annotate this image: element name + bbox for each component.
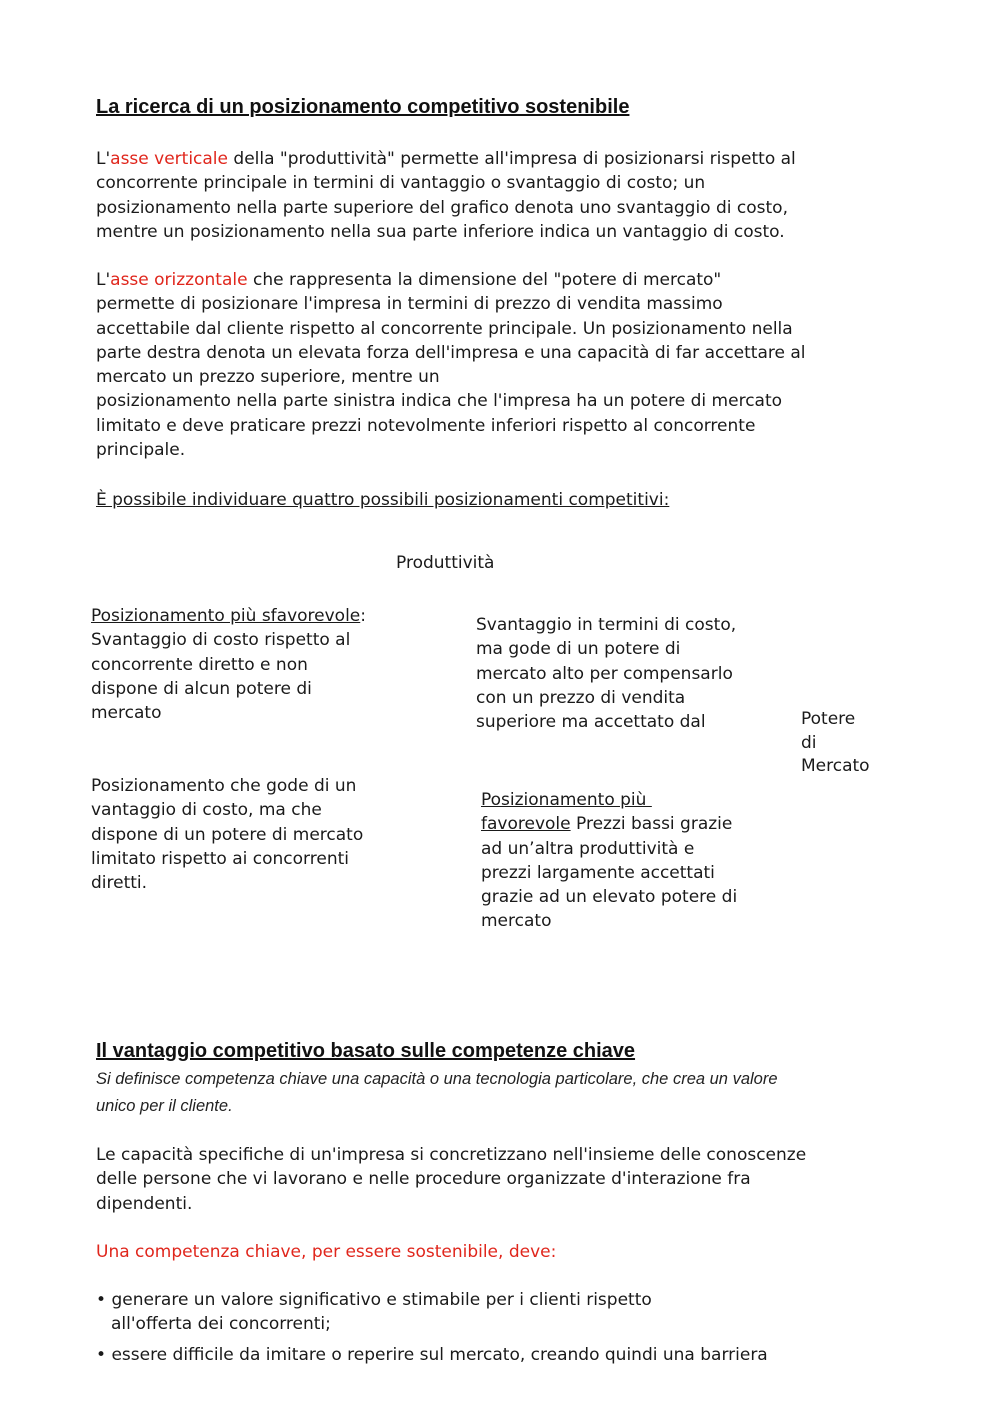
quadrant-line: dispone di un potere di mercato [91, 824, 364, 845]
paragraph-line: delle persone che vi lavorano e nelle procedure organizzate d'interazione fra [96, 1169, 751, 1190]
quadrant-line: Svantaggio di costo rispetto al [91, 630, 351, 651]
paragraph-line: principale. [96, 440, 186, 461]
quadrant-line: vantaggio di costo, ma che [91, 800, 322, 821]
bullet-item [96, 1343, 768, 1367]
bullet-text: generare un valore significativo e stimabile per i clienti rispetto [111, 1290, 652, 1310]
x-axis-label-line: di [801, 732, 817, 753]
quadrant-top-left [91, 604, 366, 725]
paragraph-vertical-axis [96, 147, 796, 244]
definition-text [96, 1066, 778, 1120]
paragraph-line: Le capacità specifiche di un'impresa si concretizzano nell'insieme delle conoscenze [96, 1145, 807, 1165]
paragraph-line: della "produttività" permette all'impresa di posizionarsi rispetto al [228, 149, 796, 169]
quadrant-line: prezzi largamente accettati [481, 862, 715, 883]
paragraph-line: posizionamento nella parte sinistra indica che l'impresa ha un potere di mercato [96, 391, 783, 412]
bullet-marker: • [96, 1290, 107, 1310]
quadrant-line: ad un’altra produttività e [481, 838, 695, 859]
quadrant-line: Posizionamento che gode di un [91, 776, 357, 796]
quadrant-line: con un prezzo di vendita [476, 687, 686, 708]
paragraph-line: concorrente principale in termini di vantaggio o svantaggio di costo; un [96, 173, 706, 194]
quadrant-line: mercato alto per compensarlo [476, 663, 733, 684]
definition-line: Si definisce competenza chiave una capacità o una tecnologia particolare, che crea un valore [96, 1070, 778, 1088]
section-title: Il vantaggio competitivo basato sulle competenze chiave [96, 1040, 636, 1062]
paragraph-line: accettabile dal cliente rispetto al concorrente principale. Un posizionamento nella [96, 318, 793, 339]
bullet-marker: • [96, 1345, 107, 1365]
section-title: La ricerca di un posizionamento competitivo sostenibile [96, 96, 630, 118]
highlight-vertical-axis: asse verticale [110, 149, 228, 169]
quadrant-line: dispone di alcun potere di [91, 678, 312, 699]
paragraph-line: che rappresenta la dimensione del "potere di mercato" [247, 270, 722, 290]
bullet-text: essere difficile da imitare o reperire sul mercato, creando quindi una barriera [111, 1345, 768, 1365]
quadrant-line: Prezzi bassi grazie [570, 814, 733, 835]
prefix-text: L' [96, 270, 111, 290]
quadrant-line: ma gode di un potere di [476, 639, 681, 660]
quadrant-line: diretti. [91, 873, 148, 894]
quadrant-line: concorrente diretto e non [91, 654, 308, 675]
paragraph-line: mentre un posizionamento nella sua parte inferiore indica un vantaggio di costo. [96, 221, 785, 242]
y-axis-label: Produttività [396, 553, 495, 573]
x-axis-label [801, 708, 870, 779]
quadrant-bottom-left [91, 774, 363, 895]
quadrant-line: mercato [91, 703, 162, 724]
quadrant-line: grazie ad un elevato potere di [481, 887, 738, 908]
paragraph-line: parte destra denota un elevata forza dell'impresa e una capacità di far accettare al [96, 342, 806, 363]
quadrant-line: Svantaggio in termini di costo, [476, 615, 737, 635]
quadrant-line: superiore ma accettato dal [476, 712, 706, 733]
paragraph-line: posizionamento nella parte superiore del grafico denota uno svantaggio di costo, [96, 197, 788, 218]
paragraph-line: permette di posizionare l'impresa in termini di prezzo di vendita massimo [96, 294, 723, 315]
title-suffix: : [360, 606, 366, 626]
bullet-item [96, 1288, 652, 1337]
paragraph-line: limitato e deve praticare prezzi notevolmente inferiori rispetto al concorrente [96, 415, 756, 436]
highlight-horizontal-axis: asse orizzontale [110, 270, 248, 290]
x-axis-label-line: Potere [801, 709, 856, 729]
quadrant-top-right [476, 613, 736, 734]
bullet-text: all'offerta dei concorrenti; [111, 1314, 331, 1335]
intro-positions: È possibile individuare quattro possibili posizionamenti competitivi: [96, 490, 670, 510]
quadrant-title: favorevole [481, 814, 571, 835]
prefix-text: L' [96, 149, 111, 169]
definition-line: unico per il cliente. [96, 1097, 233, 1115]
quadrant-line: mercato [481, 911, 552, 932]
paragraph-line: dipendenti. [96, 1193, 193, 1214]
quadrant-title: Posizionamento più sfavorevole [91, 606, 361, 626]
paragraph-capabilities [96, 1143, 806, 1216]
paragraph-line: mercato un prezzo superiore, mentre un [96, 367, 440, 388]
quadrant-title: Posizionamento più [481, 790, 652, 810]
quadrant-line: limitato rispetto ai concorrenti [91, 848, 349, 869]
paragraph-horizontal-axis [96, 268, 806, 462]
x-axis-label-line: Mercato [801, 756, 870, 776]
red-heading: Una competenza chiave, per essere sostenibile, deve: [96, 1242, 557, 1262]
quadrant-bottom-right [481, 788, 737, 934]
